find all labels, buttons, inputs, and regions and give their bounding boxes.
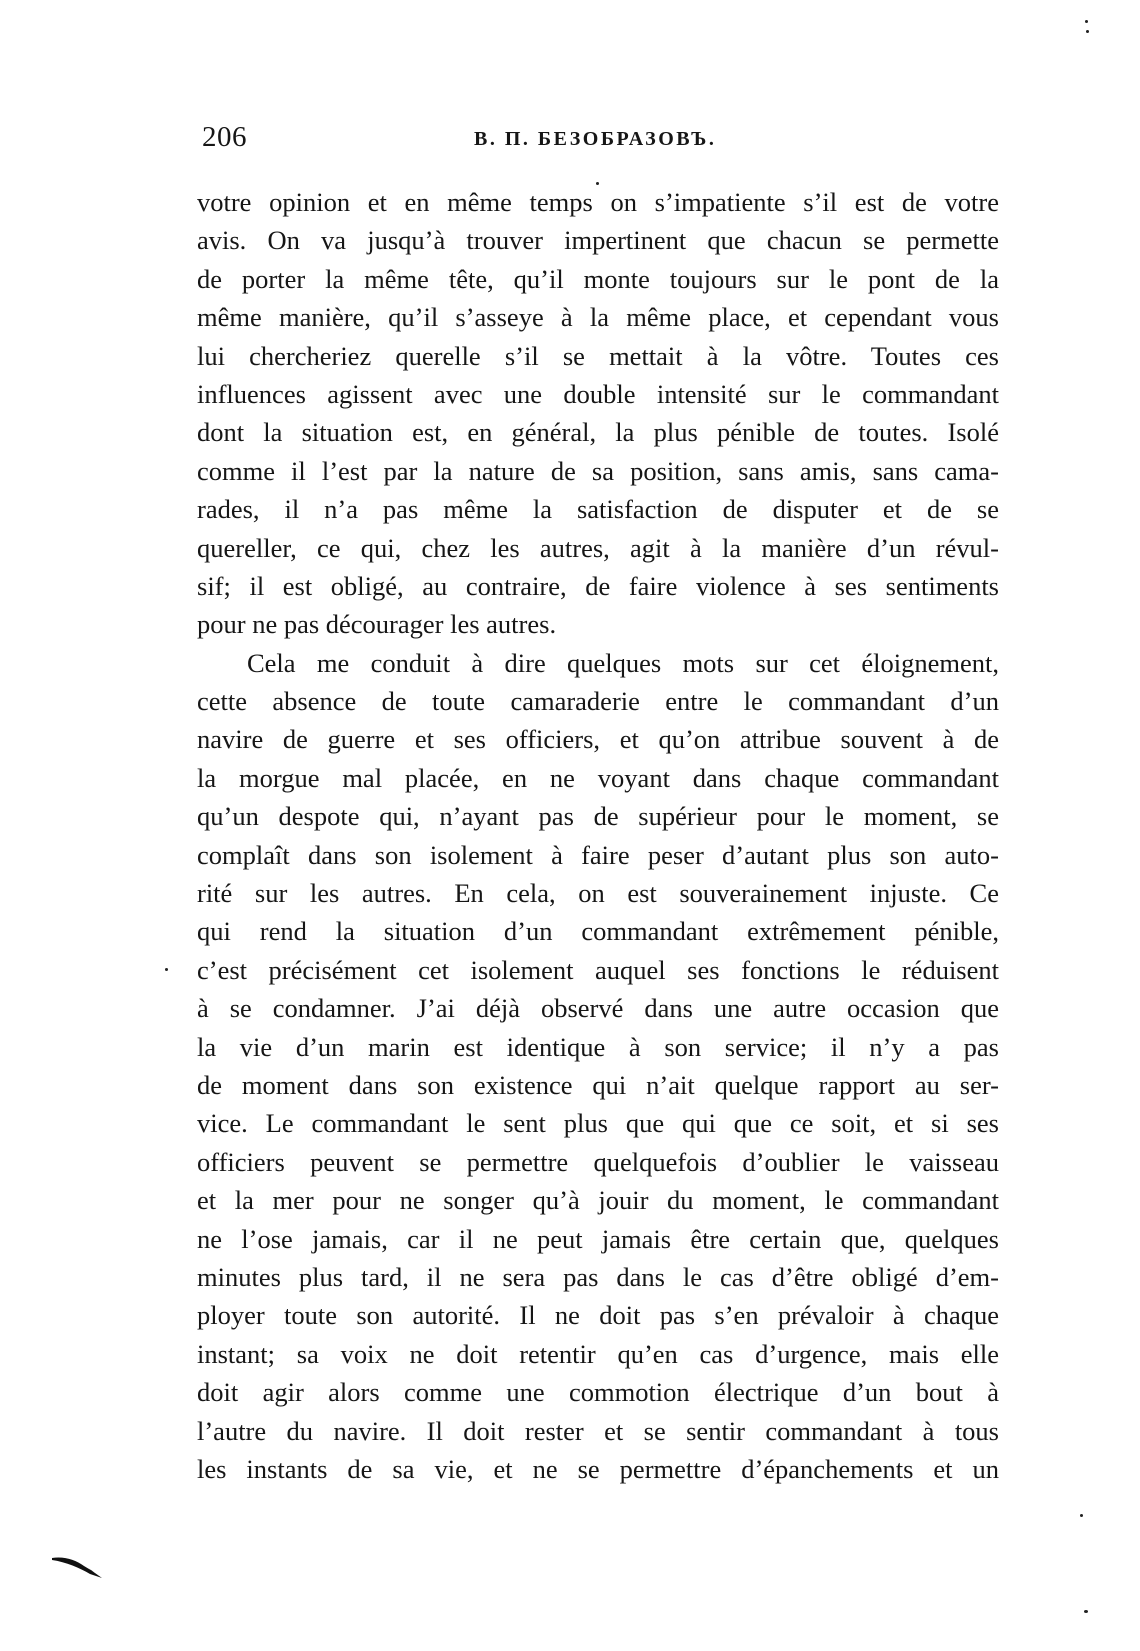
scan-speck <box>1086 30 1089 33</box>
scan-speck <box>1084 1610 1088 1613</box>
text-line: c’est précisément cet isolement auquel ses fonctions le réduisent <box>197 954 999 985</box>
text-line: doit agir alors comme une commotion électrique d’un bout à <box>197 1377 999 1408</box>
text-line: de moment dans son existence qui n’ait quelque rapport au ser- <box>197 1069 999 1100</box>
text-line: navire de guerre et ses officiers, et qu’on attribue souvent à de <box>197 724 999 755</box>
paragraph-end-line: pour ne pas décourager les autres. <box>197 609 557 640</box>
text-line: influences agissent avec une double intensité sur le commandant <box>197 378 999 409</box>
text-line: la morgue mal placée, en ne voyant dans chaque commandant <box>197 762 999 793</box>
body-text <box>197 183 999 1488</box>
text-line: lui chercheriez querelle s’il se mettait à la vôtre. Toutes ces <box>197 340 999 371</box>
text-line: qui rend la situation d’un commandant extrêmement pénible, <box>197 916 999 947</box>
paragraph-start-line: Cela me conduit à dire quelques mots sur cet éloignement, <box>247 647 999 678</box>
text-line: même manière, qu’il s’asseye à la même place, et cependant vous <box>197 302 999 333</box>
text-line: rité sur les autres. En cela, on est souverainement injuste. Ce <box>197 878 999 909</box>
scan-speck <box>165 968 168 971</box>
text-line: ployer toute son autorité. Il ne doit pas s’en prévaloir à chaque <box>197 1300 999 1331</box>
page-number: 206 <box>202 121 247 153</box>
text-line: sif; il est obligé, au contraire, de faire violence à ses sentiments <box>197 570 999 601</box>
text-line: la vie d’un marin est identique à son service; il n’y a pas <box>197 1031 999 1062</box>
text-line: officiers peuvent se permettre quelquefois d’oublier le vaisseau <box>197 1146 999 1177</box>
text-line: rades, il n’a pas même la satisfaction de disputer et de se <box>197 494 999 525</box>
scan-speck <box>1085 20 1088 23</box>
scan-speck <box>1080 1514 1083 1517</box>
text-line: à se condamner. J’ai déjà observé dans une autre occasion que <box>197 993 999 1024</box>
text-line: vice. Le commandant le sent plus que qui que ce soit, et si ses <box>197 1108 999 1139</box>
text-line: qu’un despote qui, n’ayant pas de supérieur pour le moment, se <box>197 801 999 832</box>
text-line: avis. On va jusqu’à trouver impertinent que chacun se permette <box>197 225 999 256</box>
running-head-author: В. П. БЕЗОБРАЗОВЪ. <box>474 128 717 150</box>
text-line: dont la situation est, en général, la plus pénible de toutes. Isolé <box>197 417 999 448</box>
text-line: cette absence de toute camaraderie entre le commandant d’un <box>197 686 999 717</box>
text-line: et la mer pour ne songer qu’à jouir du moment, le commandant <box>197 1185 999 1216</box>
text-line: de porter la même tête, qu’il monte toujours sur le pont de la <box>197 263 999 294</box>
text-line: ne l’ose jamais, car il ne peut jamais être certain que, quelques <box>197 1223 999 1254</box>
text-line: instant; sa voix ne doit retentir qu’en cas d’urgence, mais elle <box>197 1338 999 1369</box>
scan-speck <box>596 182 599 185</box>
text-line: votre opinion et en même temps on s’impatiente s’il est de votre <box>197 187 999 217</box>
scan-ink-mark <box>50 1554 106 1580</box>
text-line: l’autre du navire. Il doit rester et se sentir commandant à tous <box>197 1415 999 1446</box>
text-line: quereller, ce qui, chez les autres, agit à la manière d’un révul- <box>197 532 999 563</box>
text-line: comme il l’est par la nature de sa position, sans amis, sans cama- <box>197 455 999 486</box>
text-line: minutes plus tard, il ne sera pas dans le cas d’être obligé d’em- <box>197 1261 999 1292</box>
text-line: les instants de sa vie, et ne se permettre d’épanchements et un <box>197 1453 999 1484</box>
text-line: complaît dans son isolement à faire peser d’autant plus son auto- <box>197 839 999 870</box>
